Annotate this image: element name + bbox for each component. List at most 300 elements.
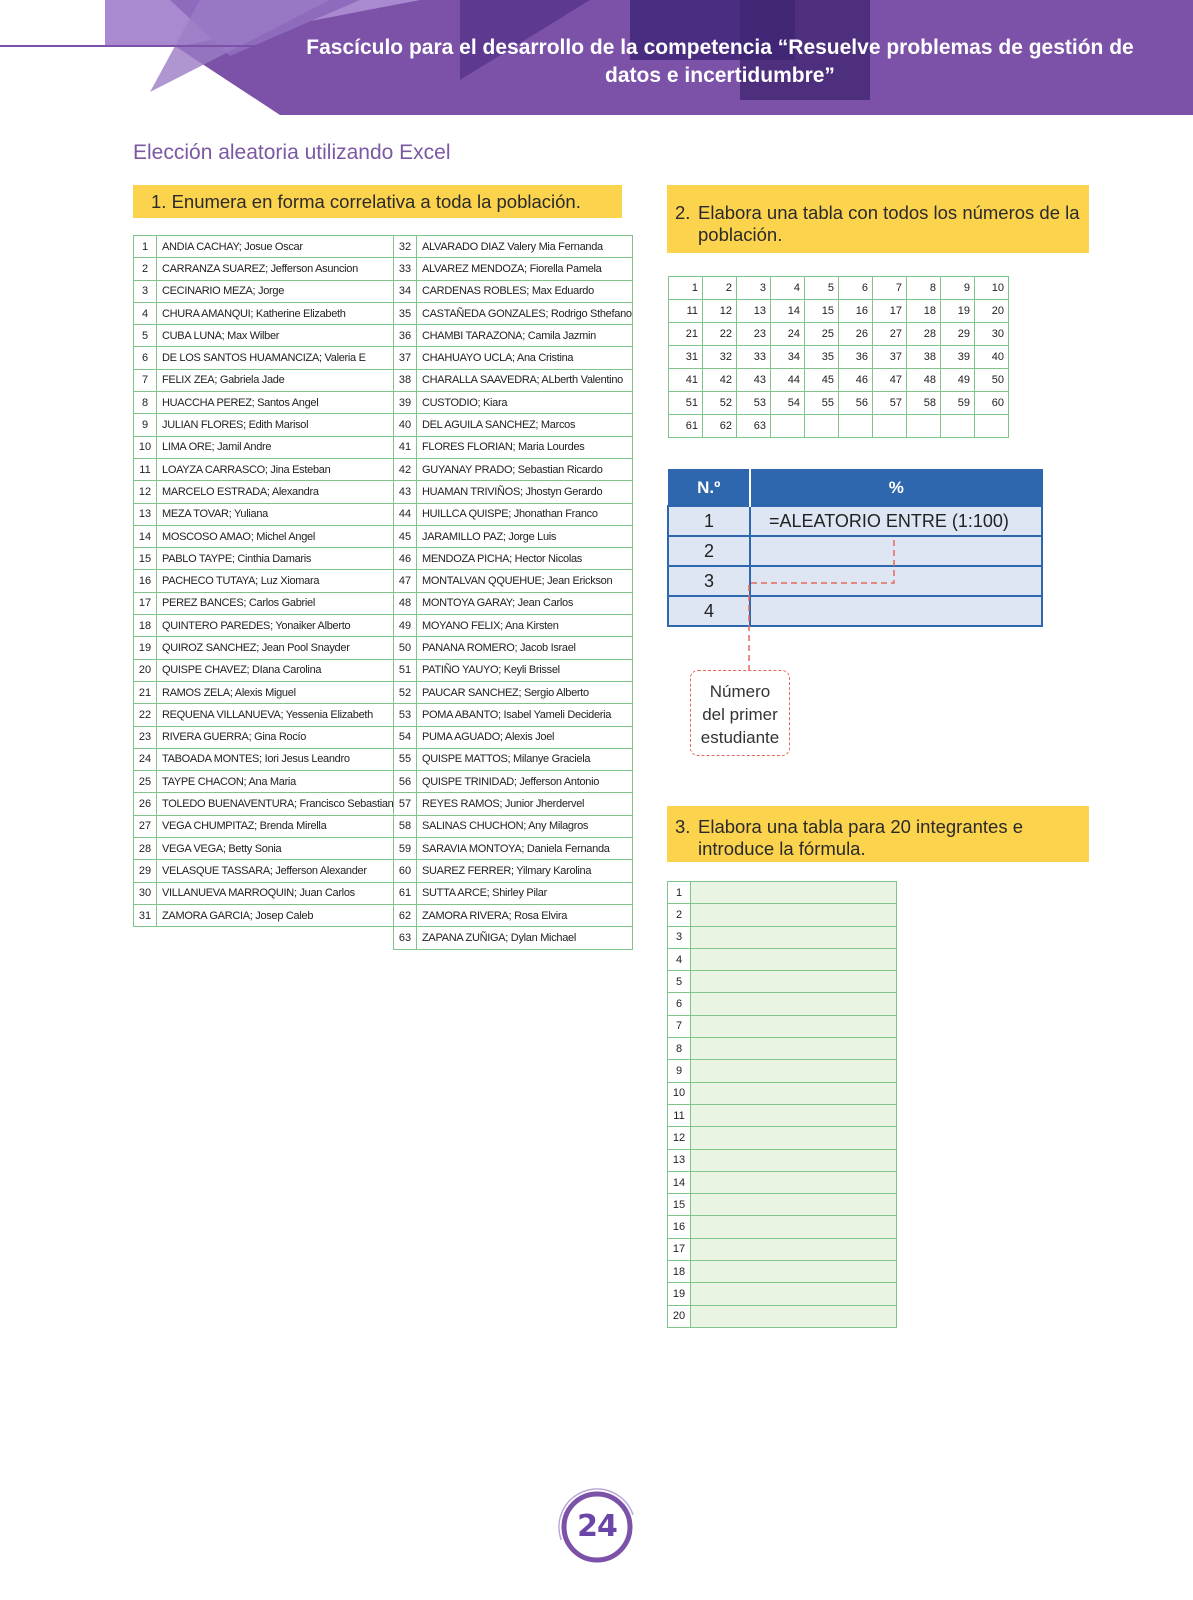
student-name: MENDOZA PICHA; Hector Nicolas: [417, 548, 633, 570]
row-number: 10: [134, 436, 157, 458]
table-row: [394, 436, 633, 458]
step1-label: 1. Enumera en forma correlativa a toda la población.: [151, 191, 581, 212]
student-name: DE LOS SANTOS HUAMANCIZA; Valeria E: [157, 347, 395, 369]
row-number: 47: [394, 570, 417, 592]
grid-cell: 12: [703, 300, 737, 323]
student-name: SUAREZ FERRER; Yilmary Karolina: [417, 860, 633, 882]
grid-cell: 2: [703, 277, 737, 300]
student-name: MOYANO FELIX; Ana Kirsten: [417, 615, 633, 637]
table-row: [134, 882, 395, 904]
grid-cell: 4: [771, 277, 805, 300]
table-row: [668, 1127, 897, 1149]
student-name: QUISPE CHAVEZ; DIana Carolina: [157, 659, 395, 681]
empty-cell: [691, 1082, 897, 1104]
empty-cell: [691, 1104, 897, 1126]
student-name: CUSTODIO; Kiara: [417, 392, 633, 414]
row-number: 7: [134, 369, 157, 391]
table-row: [394, 392, 633, 414]
table-row: [668, 1216, 897, 1238]
empty-cell: [691, 1261, 897, 1283]
table-row: [394, 570, 633, 592]
table-row: [668, 1082, 897, 1104]
table-row: [394, 838, 633, 860]
row-number: 12: [134, 481, 157, 503]
grid-row: [669, 392, 1009, 415]
row-number: 59: [394, 838, 417, 860]
table-row: [668, 1261, 897, 1283]
empty-cell: [691, 1216, 897, 1238]
step2-label: Elabora una tabla con todos los números de la población.: [698, 202, 1080, 245]
row-number: 63: [394, 927, 417, 949]
student-name: PABLO TAYPE; Cinthia Damaris: [157, 548, 395, 570]
row-number: 49: [394, 615, 417, 637]
table-row: [134, 592, 395, 614]
empty-cell: [750, 536, 1042, 566]
grid-cell: 20: [975, 300, 1009, 323]
row-number: 16: [134, 570, 157, 592]
table-row: [394, 302, 633, 324]
empty-cell: [691, 1060, 897, 1082]
student-name: CECINARIO MEZA; Jorge: [157, 280, 395, 302]
student-name: SARAVIA MONTOYA; Daniela Fernanda: [417, 838, 633, 860]
student-name: REYES RAMOS; Junior Jherdervel: [417, 793, 633, 815]
random-formula-table: [667, 469, 1043, 627]
table-row: [134, 726, 395, 748]
row-number: 42: [394, 458, 417, 480]
row-number: 34: [394, 280, 417, 302]
row-number: 5: [668, 971, 691, 993]
page-number: 24: [577, 1509, 617, 1544]
table-row: [394, 236, 633, 258]
row-number: 3: [668, 926, 691, 948]
row-number: 3: [134, 280, 157, 302]
student-name: FLORES FLORIAN; Maria Lourdes: [417, 436, 633, 458]
row-number: 8: [668, 1038, 691, 1060]
step3-banner: [667, 806, 1089, 862]
row-number: 8: [134, 392, 157, 414]
grid-cell: 56: [839, 392, 873, 415]
grid-cell: 14: [771, 300, 805, 323]
grid-cell: 3: [737, 277, 771, 300]
formula-cell: =ALEATORIO ENTRE (1:100): [750, 506, 1042, 536]
table-row: [394, 458, 633, 480]
grid-cell: 37: [873, 346, 907, 369]
table-row: [394, 726, 633, 748]
empty-cell: [691, 1238, 897, 1260]
table-row: [394, 793, 633, 815]
grid-cell: 9: [941, 277, 975, 300]
row-number: 2: [668, 904, 691, 926]
table-row: [134, 748, 395, 770]
table-row: [394, 681, 633, 703]
grid-cell: 18: [907, 300, 941, 323]
grid-cell: 22: [703, 323, 737, 346]
row-number: 30: [134, 882, 157, 904]
row-number: 19: [668, 1283, 691, 1305]
table-row: [394, 704, 633, 726]
grid-cell: 39: [941, 346, 975, 369]
student-name: TAYPE CHACON; Ana Maria: [157, 771, 395, 793]
grid-row: [669, 323, 1009, 346]
grid-cell: [873, 415, 907, 438]
empty-cell: [691, 993, 897, 1015]
student-name: ZAPANA ZUÑIGA; Dylan Michael: [417, 927, 633, 949]
row-number: 19: [134, 637, 157, 659]
grid-cell: 25: [805, 323, 839, 346]
table-row: [668, 1305, 897, 1327]
empty-cell: [691, 1194, 897, 1216]
empty-cell: [691, 1283, 897, 1305]
table-row: [134, 302, 395, 324]
table-row: [134, 838, 395, 860]
row-number: 39: [394, 392, 417, 414]
callout-line: Número: [709, 682, 771, 701]
table-row: [134, 704, 395, 726]
row-number: 55: [394, 748, 417, 770]
row-number: 54: [394, 726, 417, 748]
student-name: CHARALLA SAAVEDRA; ALberth Valentino: [417, 369, 633, 391]
table-row: [668, 948, 897, 970]
table-row: [394, 258, 633, 280]
grid-cell: 41: [669, 369, 703, 392]
row-number: 28: [134, 838, 157, 860]
row-number: 16: [668, 1216, 691, 1238]
student-name: PATIÑO YAUYO; Keyli Brissel: [417, 659, 633, 681]
student-name: PUMA AGUADO; Alexis Joel: [417, 726, 633, 748]
table-row: [394, 525, 633, 547]
row-number: 13: [134, 503, 157, 525]
grid-cell: 24: [771, 323, 805, 346]
header-title: Fascículo para el desarrollo de la competencia “Resuelve problemas de gestión de datos e incertidumbre”: [306, 36, 1134, 87]
table-row: [394, 904, 633, 926]
student-name: VEGA CHUMPITAZ; Brenda Mirella: [157, 815, 395, 837]
table-row: [668, 1015, 897, 1037]
student-name: PANANA ROMERO; Jacob Israel: [417, 637, 633, 659]
grid-row: [669, 369, 1009, 392]
row-number: 61: [394, 882, 417, 904]
row-number: 25: [134, 771, 157, 793]
empty-cell: [691, 1171, 897, 1193]
table-row: [134, 793, 395, 815]
grid-cell: [771, 415, 805, 438]
step1-banner: [133, 185, 622, 218]
row-number: 9: [134, 414, 157, 436]
grid-cell: 27: [873, 323, 907, 346]
row-number: 22: [134, 704, 157, 726]
student-name: ALVARADO DIAZ Valery Mia Fernanda: [417, 236, 633, 258]
row-number: 14: [134, 525, 157, 547]
row-number: 33: [394, 258, 417, 280]
student-name: CASTAÑEDA GONZALES; Rodrigo Sthefano: [417, 302, 633, 324]
row-number: 3: [668, 566, 750, 596]
table-row: [394, 659, 633, 681]
row-number: 1: [134, 236, 157, 258]
student-name: HUAMAN TRIVIÑOS; Jhostyn Gerardo: [417, 481, 633, 503]
table-row: [668, 1171, 897, 1193]
grid-cell: 33: [737, 346, 771, 369]
table-row: [134, 436, 395, 458]
row-number: 20: [134, 659, 157, 681]
row-number: 50: [394, 637, 417, 659]
row-number: 1: [668, 506, 750, 536]
row-number: 36: [394, 325, 417, 347]
row-number: 14: [668, 1171, 691, 1193]
header-number: N.º: [668, 470, 750, 507]
grid-cell: 43: [737, 369, 771, 392]
student-name: ANDIA CACHAY; Josue Oscar: [157, 236, 395, 258]
grid-cell: 50: [975, 369, 1009, 392]
row-number: 57: [394, 793, 417, 815]
row-number: 10: [668, 1082, 691, 1104]
grid-cell: 53: [737, 392, 771, 415]
table-row: [668, 1283, 897, 1305]
population-table-1: [133, 235, 395, 927]
grid-cell: 62: [703, 415, 737, 438]
row-number: 24: [134, 748, 157, 770]
step2-number: 2.: [675, 202, 691, 223]
grid-cell: 32: [703, 346, 737, 369]
header-banner: [0, 0, 1193, 115]
row-number: 15: [668, 1194, 691, 1216]
student-name: RAMOS ZELA; Alexis Miguel: [157, 681, 395, 703]
row-number: 60: [394, 860, 417, 882]
student-name: CHAHUAYO UCLA; Ana Cristina: [417, 347, 633, 369]
row-number: 4: [668, 596, 750, 626]
table-row: [134, 637, 395, 659]
row-number: 52: [394, 681, 417, 703]
row-number: 18: [668, 1261, 691, 1283]
table-row: [134, 258, 395, 280]
row-number: 35: [394, 302, 417, 324]
section-title: Elección aleatoria utilizando Excel: [133, 141, 451, 164]
table-row: [668, 993, 897, 1015]
table-row: [668, 1238, 897, 1260]
grid-cell: 17: [873, 300, 907, 323]
empty-cell: [750, 566, 1042, 596]
student-name: LOAYZA CARRASCO; Jina Esteban: [157, 458, 395, 480]
row-number: 12: [668, 1127, 691, 1149]
table-row: [394, 882, 633, 904]
table-row: [134, 771, 395, 793]
population-number-grid: [668, 276, 1009, 438]
step3-label: Elabora una tabla para 20 integrantes e introduce la fórmula.: [698, 816, 1024, 859]
table-row: [394, 815, 633, 837]
row-number: 40: [394, 414, 417, 436]
student-name: RIVERA GUERRA; Gina Rocío: [157, 726, 395, 748]
row-number: 48: [394, 592, 417, 614]
grid-row: [669, 277, 1009, 300]
members-table: [667, 881, 897, 1328]
table-row: [668, 904, 897, 926]
grid-row: [669, 346, 1009, 369]
grid-cell: 42: [703, 369, 737, 392]
student-name: JULIAN FLORES; Edith Marisol: [157, 414, 395, 436]
student-name: PACHECO TUTAYA; Luz Xiomara: [157, 570, 395, 592]
row-number: 31: [134, 904, 157, 926]
table-row: [394, 860, 633, 882]
row-number: 13: [668, 1149, 691, 1171]
grid-cell: 31: [669, 346, 703, 369]
table-row: [394, 280, 633, 302]
student-name: JARAMILLO PAZ; Jorge Luis: [417, 525, 633, 547]
header-percent: %: [750, 470, 1042, 507]
student-name: MOSCOSO AMAO; Michel Angel: [157, 525, 395, 547]
table-row: [134, 570, 395, 592]
grid-cell: 38: [907, 346, 941, 369]
table-row: [394, 503, 633, 525]
empty-cell: [691, 904, 897, 926]
table-row: [134, 280, 395, 302]
row-number: 46: [394, 548, 417, 570]
table-row: [134, 615, 395, 637]
grid-cell: 1: [669, 277, 703, 300]
row-number: 29: [134, 860, 157, 882]
table-row: [668, 971, 897, 993]
row-number: 20: [668, 1305, 691, 1327]
grid-row: [669, 300, 1009, 323]
student-name: QUIROZ SANCHEZ; Jean Pool Snayder: [157, 637, 395, 659]
student-name: TABOADA MONTES; Iori Jesus Leandro: [157, 748, 395, 770]
row-number: 1: [668, 882, 691, 904]
student-name: MONTALVAN QQUEHUE; Jean Erickson: [417, 570, 633, 592]
grid-cell: 7: [873, 277, 907, 300]
table-row: [134, 458, 395, 480]
table-row: [134, 659, 395, 681]
student-name: DEL AGUILA SANCHEZ; Marcos: [417, 414, 633, 436]
table-row: [134, 347, 395, 369]
table-row: [668, 1060, 897, 1082]
grid-cell: [805, 415, 839, 438]
population-table-2: [393, 235, 633, 950]
row-number: 45: [394, 525, 417, 547]
grid-cell: 48: [907, 369, 941, 392]
step3-number: 3.: [675, 816, 691, 837]
student-name: VILLANUEVA MARROQUIN; Juan Carlos: [157, 882, 395, 904]
grid-cell: 61: [669, 415, 703, 438]
row-number: 32: [394, 236, 417, 258]
student-name: GUYANAY PRADO; Sebastian Ricardo: [417, 458, 633, 480]
student-name: CHURA AMANQUI; Katherine Elizabeth: [157, 302, 395, 324]
grid-cell: 49: [941, 369, 975, 392]
table-row: [134, 548, 395, 570]
grid-cell: 29: [941, 323, 975, 346]
grid-cell: 30: [975, 323, 1009, 346]
step2-banner: [667, 185, 1089, 253]
student-name: CUBA LUNA; Max Wilber: [157, 325, 395, 347]
row-number: 11: [668, 1104, 691, 1126]
student-name: PAUCAR SANCHEZ; Sergio Alberto: [417, 681, 633, 703]
row-number: 37: [394, 347, 417, 369]
grid-cell: 55: [805, 392, 839, 415]
student-name: HUACCHA PEREZ; Santos Angel: [157, 392, 395, 414]
empty-cell: [691, 971, 897, 993]
student-name: CHAMBI TARAZONA; Camila Jazmin: [417, 325, 633, 347]
table-row: [134, 681, 395, 703]
empty-cell: [691, 926, 897, 948]
table-row: [134, 325, 395, 347]
empty-cell: [691, 1305, 897, 1327]
student-name: REQUENA VILLANUEVA; Yessenia Elizabeth: [157, 704, 395, 726]
empty-cell: [691, 1149, 897, 1171]
table-row: [394, 414, 633, 436]
row-number: 2: [668, 536, 750, 566]
row-number: 43: [394, 481, 417, 503]
table-row: [134, 369, 395, 391]
row-number: 44: [394, 503, 417, 525]
row-number: 6: [134, 347, 157, 369]
grid-cell: 52: [703, 392, 737, 415]
student-name: MARCELO ESTRADA; Alexandra: [157, 481, 395, 503]
grid-cell: 59: [941, 392, 975, 415]
student-name: PEREZ BANCES; Carlos Gabriel: [157, 592, 395, 614]
empty-cell: [691, 1015, 897, 1037]
row-number: 26: [134, 793, 157, 815]
grid-cell: 28: [907, 323, 941, 346]
row-number: 4: [668, 948, 691, 970]
row-number: 5: [134, 325, 157, 347]
table-row: [668, 1194, 897, 1216]
row-number: 21: [134, 681, 157, 703]
grid-cell: 36: [839, 346, 873, 369]
table-row: [134, 236, 395, 258]
grid-cell: 46: [839, 369, 873, 392]
row-number: 38: [394, 369, 417, 391]
grid-cell: [975, 415, 1009, 438]
row-number: 17: [134, 592, 157, 614]
table-row: [394, 369, 633, 391]
row-number: 17: [668, 1238, 691, 1260]
row-number: 58: [394, 815, 417, 837]
callout-line: del primer: [702, 705, 778, 724]
grid-cell: 16: [839, 300, 873, 323]
grid-cell: 54: [771, 392, 805, 415]
grid-cell: 63: [737, 415, 771, 438]
row-number: 41: [394, 436, 417, 458]
student-name: ZAMORA RIVERA; Rosa Elvira: [417, 904, 633, 926]
table-row: [134, 414, 395, 436]
row-number: 6: [668, 993, 691, 1015]
table-row: [394, 347, 633, 369]
grid-cell: 35: [805, 346, 839, 369]
grid-cell: 34: [771, 346, 805, 369]
table-row: [394, 592, 633, 614]
empty-cell: [750, 596, 1042, 626]
row-number: 27: [134, 815, 157, 837]
table-row: [668, 882, 897, 904]
student-name: POMA ABANTO; Isabel Yameli Decideria: [417, 704, 633, 726]
student-name: CARDENAS ROBLES; Max Eduardo: [417, 280, 633, 302]
row-number: 15: [134, 548, 157, 570]
table-row: [134, 815, 395, 837]
table-row: [134, 525, 395, 547]
row-number: 2: [134, 258, 157, 280]
row-number: 56: [394, 771, 417, 793]
grid-cell: 13: [737, 300, 771, 323]
student-name: QUISPE MATTOS; Milanye Graciela: [417, 748, 633, 770]
grid-cell: 44: [771, 369, 805, 392]
callout-first-student: [690, 670, 790, 756]
table-row: [394, 748, 633, 770]
page-number-badge: [557, 1487, 637, 1567]
table-row: [134, 503, 395, 525]
grid-cell: 57: [873, 392, 907, 415]
table-row: [394, 481, 633, 503]
student-name: HUILLCA QUISPE; Jhonathan Franco: [417, 503, 633, 525]
student-name: FELIX ZEA; Gabriela Jade: [157, 369, 395, 391]
student-name: SALINAS CHUCHON; Any Milagros: [417, 815, 633, 837]
student-name: MEZA TOVAR; Yuliana: [157, 503, 395, 525]
row-number: 23: [134, 726, 157, 748]
